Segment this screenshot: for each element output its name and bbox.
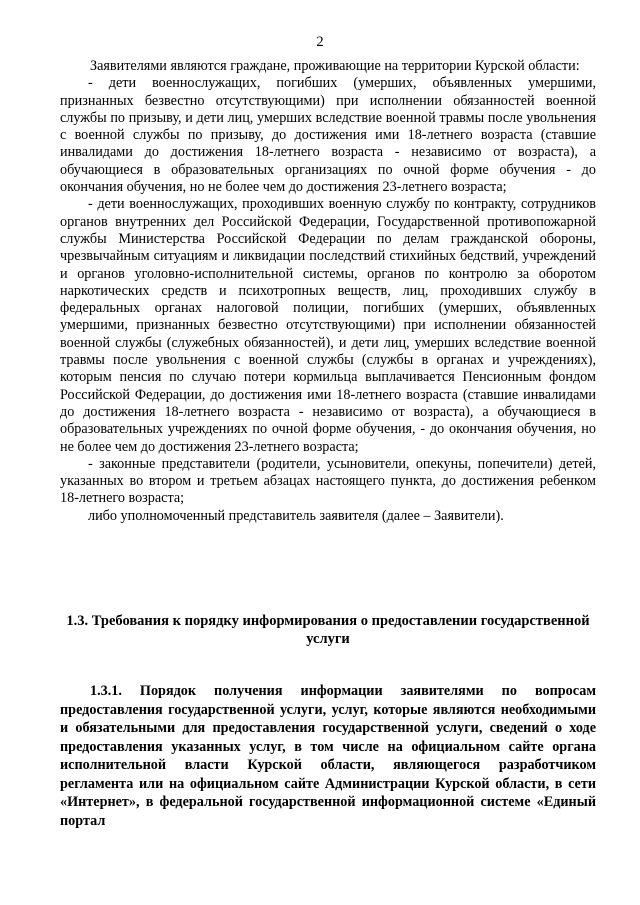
page-number: 2 (316, 34, 324, 50)
paragraph-1-3-1: 1.3.1. Порядок получения информации заявителями по вопросам предоставления государственной услуги, услуг, которые являются необходимыми и обязательными для предоставления государственной услуги, сведений о ходе предоставления указанных услуг, в том числе на официальном сайте органа исполнительной власти Курской области, являющегося разработчиком регламента или на официальном сайте Администрации Курской области, в сети «Интернет», в федеральной государственной информационной системе «Единый портал (60, 683, 596, 829)
paragraph-authorized-representative: либо уполномоченный представитель заявителя (далее – Заявители). (88, 507, 504, 524)
list-item-legal-representatives: - законные представители (родители, усыновители, опекуны, попечители) детей, указанных во втором и третьем абзацах настоящего пункта, до достижения ребенком 18-летнего возраста; (60, 455, 596, 507)
paragraph-applicants: Заявителями являются граждане, проживающие на территории Курской области: (90, 58, 580, 74)
list-item-contract-children: - дети военнослужащих, проходивших военную службу по контракту, сотрудников органов внутренних дел Российской Федерации, Государственной противопожарной службы Министерства Российской Федерации по делам гражданской обороны, чрезвычайным ситуациям и ликвидации последствий стихийных бедствий, учреждений и органов уголовно-исполнительной системы, органов по контролю за оборотом наркотических средств и психотропных веществ, лиц, проходивших службу в федеральных органах налоговой полиции, погибших (умерших, объявленных умершими, признанных безвестно отсутствующими) при исполнении обязанностей военной службы (служебных обязанностей), и дети лиц, умерших вследствие военной травмы после увольнения с военной службы (службы в органах и учреждениях), которым пенсия по случаю потери кормильца выплачивается Пенсионным фондом Российской Федерации, до достижения ими 18-летнего возраста (ставшие инвалидами до достижения 18-летнего возраста - независимо от возраста), а обучающиеся в образовательных учреждениях по очной форме обучения, - до окончания обучения, но не более чем до достижения 23-летнего возраста; (60, 196, 596, 455)
section-heading: 1.3. Требования к порядку информирования о предоставлении государственной услуги (66, 613, 590, 647)
list-item-conscript-children: - дети военнослужащих, погибших (умерших, объявленных умершими, признанных безвестно отсутствующими) при исполнении обязанностей военной службы по призыву, и дети лиц, умерших вследствие военной травмы после увольнения с военной службы по призыву, до достижения ими 18-летнего возраста (ставшие инвалидами до достижения 18-летнего возраста - независимо от возраста), а обучающиеся в образовательных организациях по очной форме обучения - до окончания обучения, но не более чем до достижения 23-летнего возраста; (60, 75, 596, 196)
section-body (60, 682, 596, 830)
document-body (60, 58, 596, 525)
